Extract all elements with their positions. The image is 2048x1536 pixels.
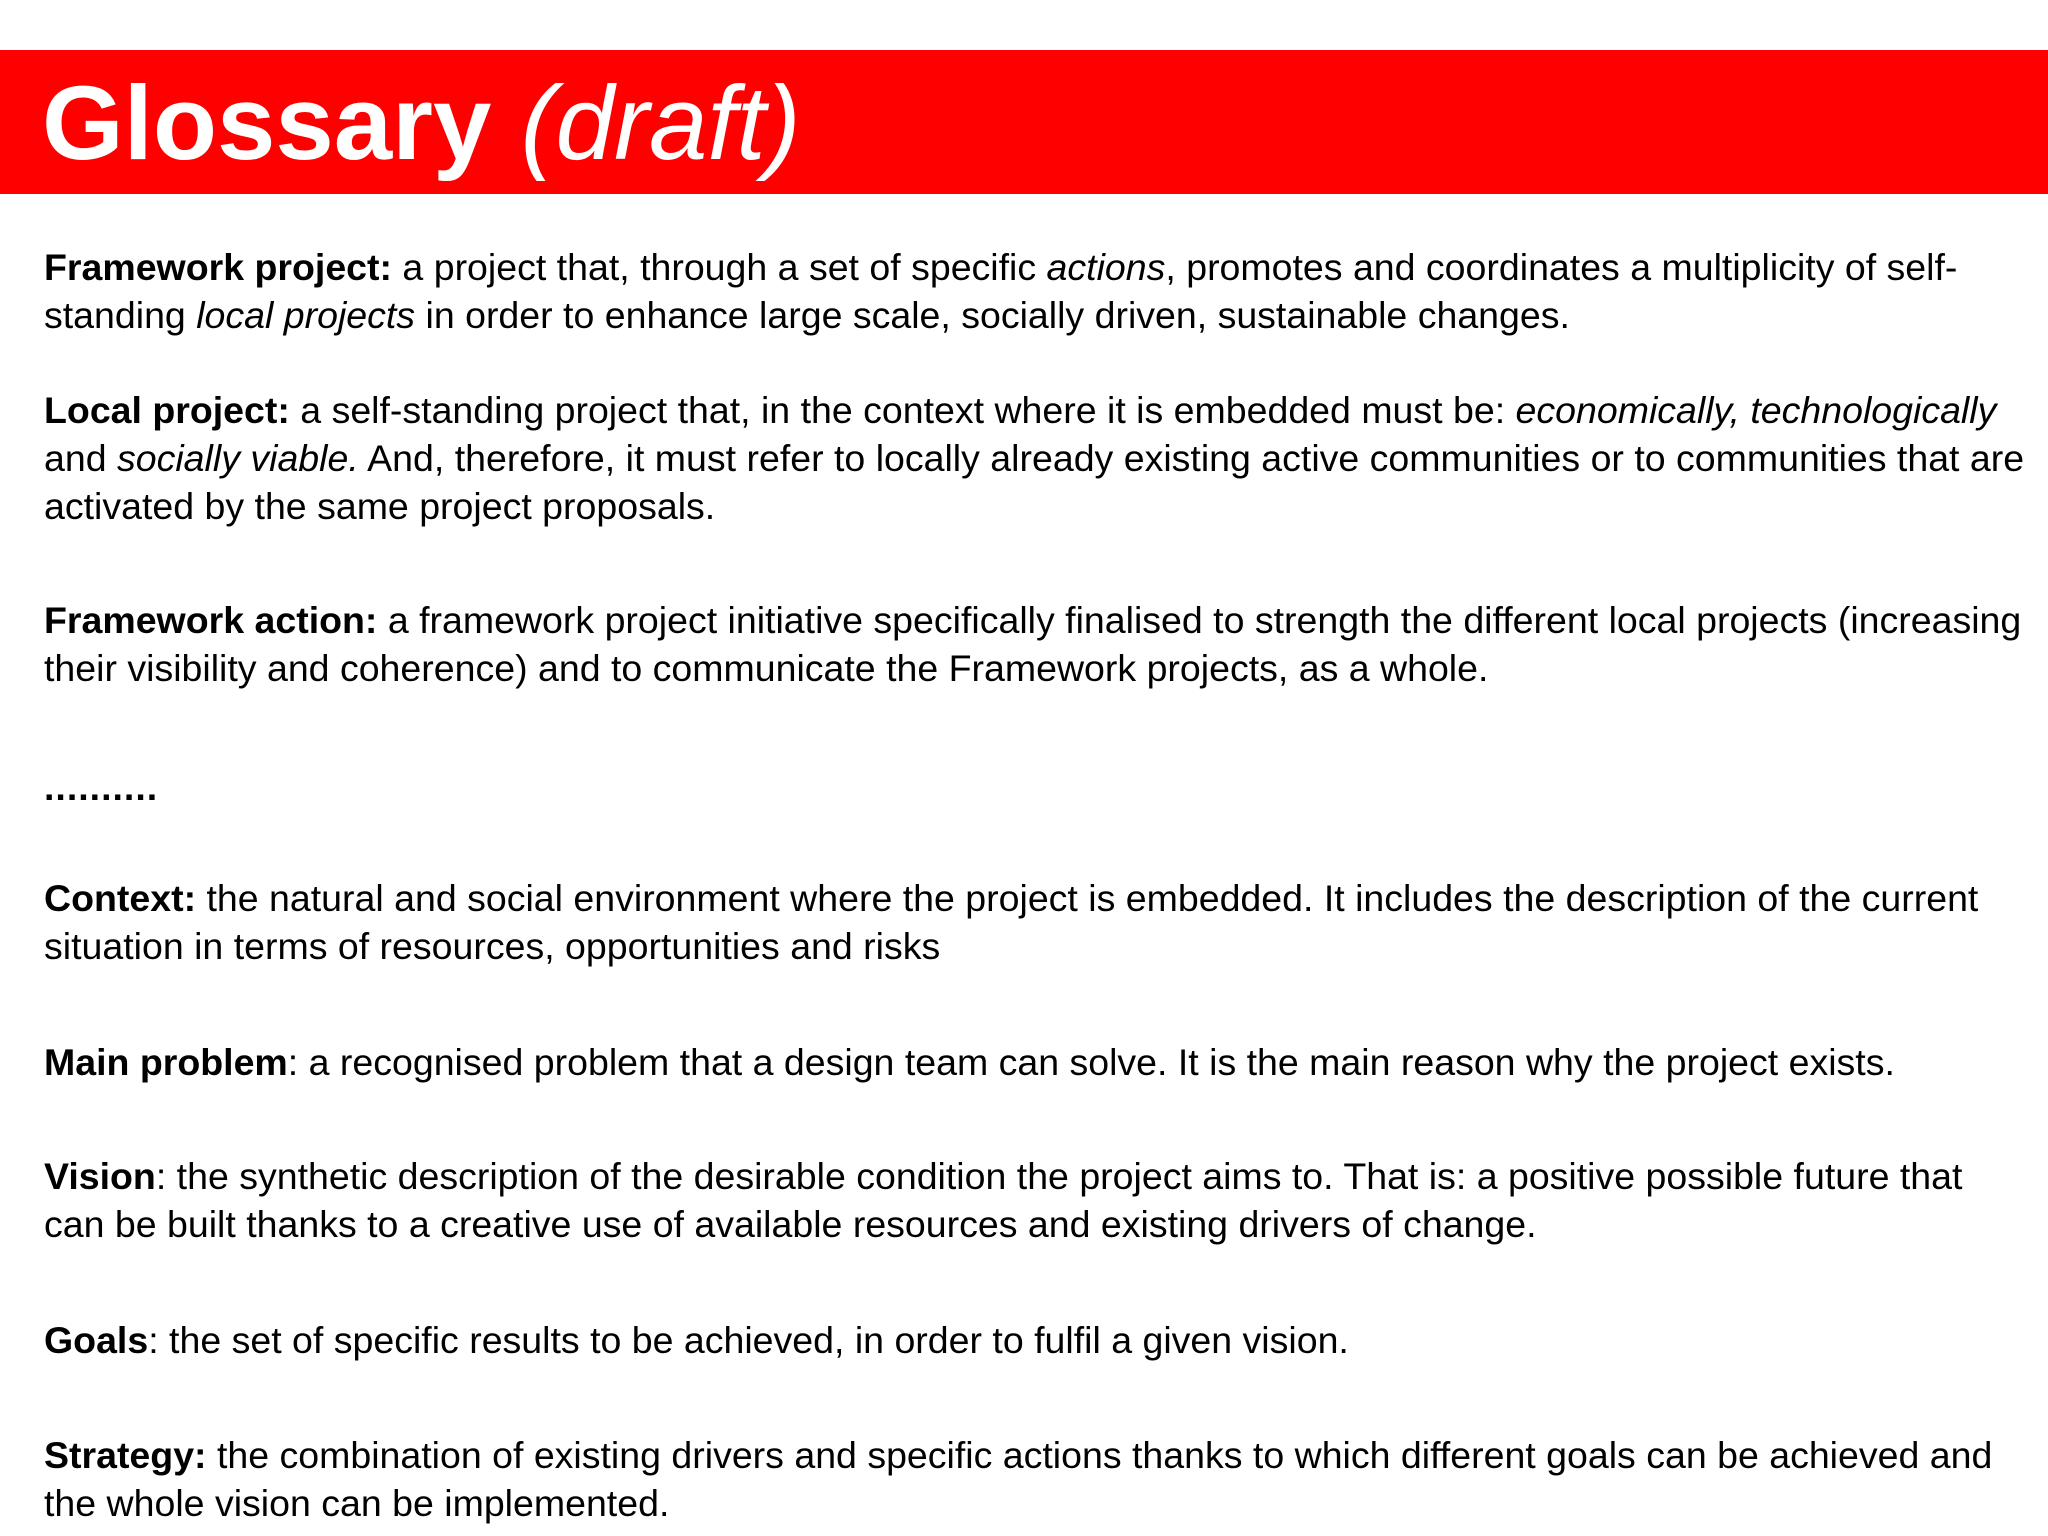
glossary-entry-local-project [44,386,2029,530]
glossary-term: Framework project: [44,246,393,288]
glossary-term: Framework action: [44,599,378,641]
title-draft-label: (draft) [520,65,801,182]
glossary-definition-text: in order to enhance large scale, socially driven, sustainable changes. [415,294,1570,336]
glossary-term: Local project: [44,389,290,431]
glossary-definition-emphasis: economically, technologically [1515,389,1997,431]
glossary-definition-text: : the synthetic description of the desirable condition the project aims to. That is: a positive possible future that can be built thanks to a creative use of available resources and existing drivers of change. [44,1155,1963,1245]
glossary-definition-emphasis: socially viable. [117,437,359,479]
title-main: Glossary [42,65,492,182]
glossary-definition-text: : the set of specific results to be achieved, in order to fulfil a given vision. [148,1319,1349,1361]
glossary-entry-vision [44,1152,2029,1248]
glossary-term: Context: [44,877,197,919]
glossary-ellipsis: .......... [44,766,159,808]
glossary-term: Vision [44,1155,156,1197]
glossary-definition-text: a project that, through a set of specific [392,246,1047,288]
glossary-definition-text: a framework project initiative specifically finalised to strength the different local projects (increasing their visibility and coherence) and to communicate the Framework projects, as a whole. [44,599,2022,689]
glossary-definition-text: the combination of existing drivers and specific actions thanks to which different goals can be achieved and the whole vision can be implemented. [44,1434,1993,1524]
glossary-entry-context [44,874,2029,970]
glossary-entry-strategy [44,1431,2029,1527]
glossary-definition-emphasis: actions [1046,246,1166,288]
glossary-term: Main problem [44,1041,288,1083]
glossary-term: Goals [44,1319,149,1361]
glossary-entry-goals [44,1316,2029,1364]
glossary-entry-main-problem [44,1038,2029,1086]
glossary-term: Strategy: [44,1434,207,1476]
glossary-definition-emphasis: local projects [196,294,416,336]
glossary-definition-text: : a recognised problem that a design team can solve. It is the main reason why the project exists. [287,1041,1895,1083]
glossary-definition-text: and [44,437,117,479]
glossary-entry-framework-action [44,596,2029,692]
glossary-definition-text: , promotes and coordinates a multiplicity of self-standing [44,246,1958,336]
glossary-definition-text: the natural and social environment where the project is embedded. It includes the description of the current situation in terms of resources, opportunities and risks [44,877,1979,967]
glossary-entry-framework-project [44,243,2029,339]
page-title [42,60,801,188]
glossary-definition-text: a self-standing project that, in the context where it is embedded must be: [289,389,1516,431]
glossary-definition-text: And, therefore, it must refer to locally already existing active communities or to communities that are activated by the same project proposals. [44,437,2025,527]
